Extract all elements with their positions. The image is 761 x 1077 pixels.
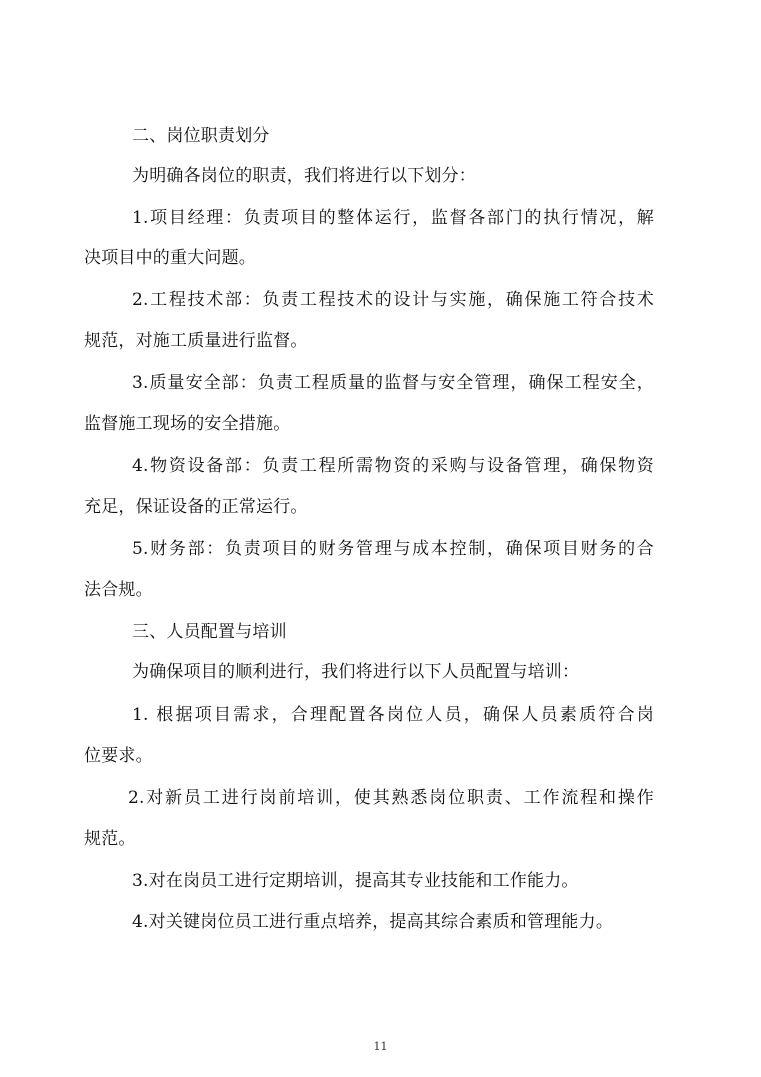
paragraph-engineering-dept-line2: 规范，对施工质量进行监督。	[84, 331, 308, 351]
paragraph-quality-safety-dept-line2: 监督施工现场的安全措施。	[84, 414, 291, 434]
paragraph-materials-equipment-dept-line1: 4.物资设备部：负责工程所需物资的采购与设备管理，确保物资	[132, 456, 654, 476]
page-number: 11	[373, 1040, 388, 1053]
paragraph-finance-dept-line1: 5.财务部：负责项目的财务管理与成本控制，确保项目财务的合	[132, 539, 654, 559]
paragraph-project-manager-line1: 1.项目经理：负责项目的整体运行，监督各部门的执行情况，解	[132, 208, 654, 228]
section-intro-paragraph: 为明确各岗位的职责，我们将进行以下划分：	[132, 166, 476, 186]
paragraph-staffing-item2-line2: 规范。	[84, 829, 136, 849]
paragraph-staffing-item1-line1: 1. 根据项目需求，合理配置各岗位人员，确保人员素质符合岗	[132, 705, 654, 725]
paragraph-materials-equipment-dept-line2: 充足，保证设备的正常运行。	[84, 497, 308, 517]
paragraph-staffing-item4: 4.对关键岗位员工进行重点培养，提高其综合素质和管理能力。	[132, 912, 614, 932]
paragraph-quality-safety-dept-line1: 3.质量安全部：负责工程质量的监督与安全管理，确保工程安全，	[132, 373, 654, 393]
section-heading-job-responsibilities: 二、岗位职责划分	[132, 126, 270, 146]
section-intro-paragraph: 为确保项目的顺利进行，我们将进行以下人员配置与培训：	[132, 662, 580, 682]
paragraph-staffing-item2-line1: 2.对新员工进行岗前培训，使其熟悉岗位职责、工作流程和操作	[128, 788, 654, 808]
section-heading-staffing-training: 三、人员配置与培训	[132, 622, 287, 642]
paragraph-engineering-dept-line1: 2.工程技术部：负责工程技术的设计与实施，确保施工符合技术	[132, 290, 654, 310]
paragraph-staffing-item1-line2: 位要求。	[84, 746, 153, 766]
paragraph-finance-dept-line2: 法合规。	[84, 580, 153, 600]
paragraph-staffing-item3: 3.对在岗员工进行定期培训，提高其专业技能和工作能力。	[132, 871, 579, 891]
paragraph-project-manager-line2: 决项目中的重大问题。	[84, 248, 256, 268]
